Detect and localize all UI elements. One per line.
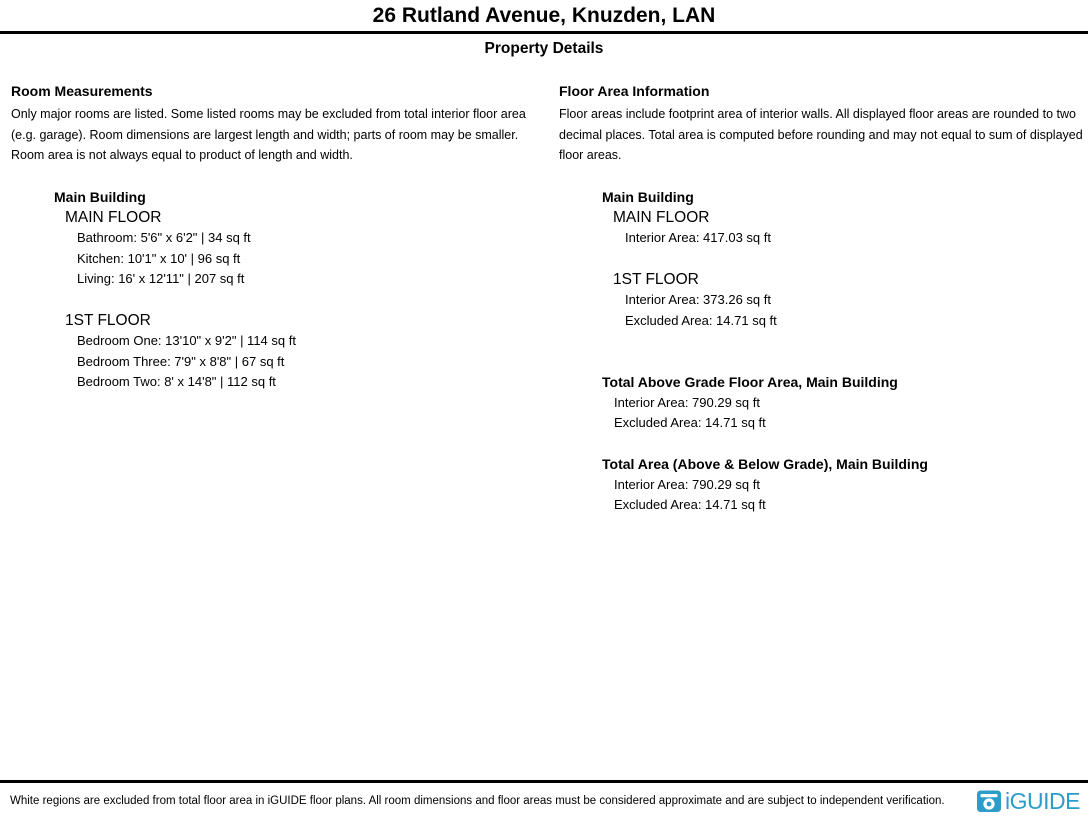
floor-area-information-description: Floor areas include footprint area of interior walls. All displayed floor areas are rounded to two decimal places. Total area is computed before rounding and may not equal to sum of displayed floor areas. (559, 107, 1083, 163)
iguide-logo-text: iGUIDE (1005, 788, 1080, 814)
room-item: Bedroom One: 13'10" x 9'2" | 114 sq ft (77, 333, 296, 349)
total-above-grade-heading: Total Above Grade Floor Area, Main Building (602, 374, 898, 391)
floor-name-1st-floor: 1ST FLOOR (65, 312, 151, 330)
page-title: 26 Rutland Avenue, Knuzden, LAN (372, 4, 716, 27)
floor-area-information-heading: Floor Area Information (559, 83, 710, 99)
area-item: Excluded Area: 14.71 sq ft (625, 312, 777, 328)
footer-disclaimer: White regions are excluded from total floor area in iGUIDE floor plans. All room dimensions and floor areas must be considered approximate and are subject to independent verification. (10, 794, 945, 807)
floor-area-information-section (559, 81, 1088, 516)
room-item: Bedroom Two: 8' x 14'8" | 112 sq ft (77, 374, 276, 390)
area-item: Interior Area: 373.26 sq ft (625, 292, 771, 308)
report-footer (0, 780, 1088, 814)
building-name: Main Building (54, 188, 146, 205)
total-area-item: Interior Area: 790.29 sq ft (614, 476, 760, 492)
floor-name-1st-floor: 1ST FLOOR (613, 271, 699, 289)
room-measurements-heading: Room Measurements (11, 83, 153, 99)
room-measurements-section (11, 81, 548, 516)
total-above-below-grade-heading: Total Area (Above & Below Grade), Main Building (602, 456, 928, 473)
iguide-camera-icon (976, 788, 1002, 814)
report-header (0, 0, 1088, 62)
room-item: Bedroom Three: 7'9" x 8'8" | 67 sq ft (77, 353, 285, 369)
content-columns (0, 81, 1088, 516)
total-area-item: Excluded Area: 14.71 sq ft (614, 497, 766, 513)
total-area-item: Interior Area: 790.29 sq ft (614, 394, 760, 410)
area-item: Interior Area: 417.03 sq ft (625, 230, 771, 246)
room-item: Bathroom: 5'6" x 6'2" | 34 sq ft (77, 230, 251, 246)
floor-name-main-floor: MAIN FLOOR (65, 209, 162, 227)
total-area-item: Excluded Area: 14.71 sq ft (614, 415, 766, 431)
room-item: Living: 16' x 12'11" | 207 sq ft (77, 271, 245, 287)
building-name: Main Building (602, 188, 694, 205)
page-subtitle: Property Details (484, 40, 604, 57)
room-measurements-description: Only major rooms are listed. Some listed rooms may be excluded from total interior floor area (e.g. garage). Room dimensions are largest length and width; parts of room may be smaller. Room area is not always equal to product of length and width. (11, 107, 526, 163)
floor-name-main-floor: MAIN FLOOR (613, 209, 710, 227)
iguide-logo (976, 788, 1080, 814)
room-item: Kitchen: 10'1" x 10' | 96 sq ft (77, 250, 241, 266)
